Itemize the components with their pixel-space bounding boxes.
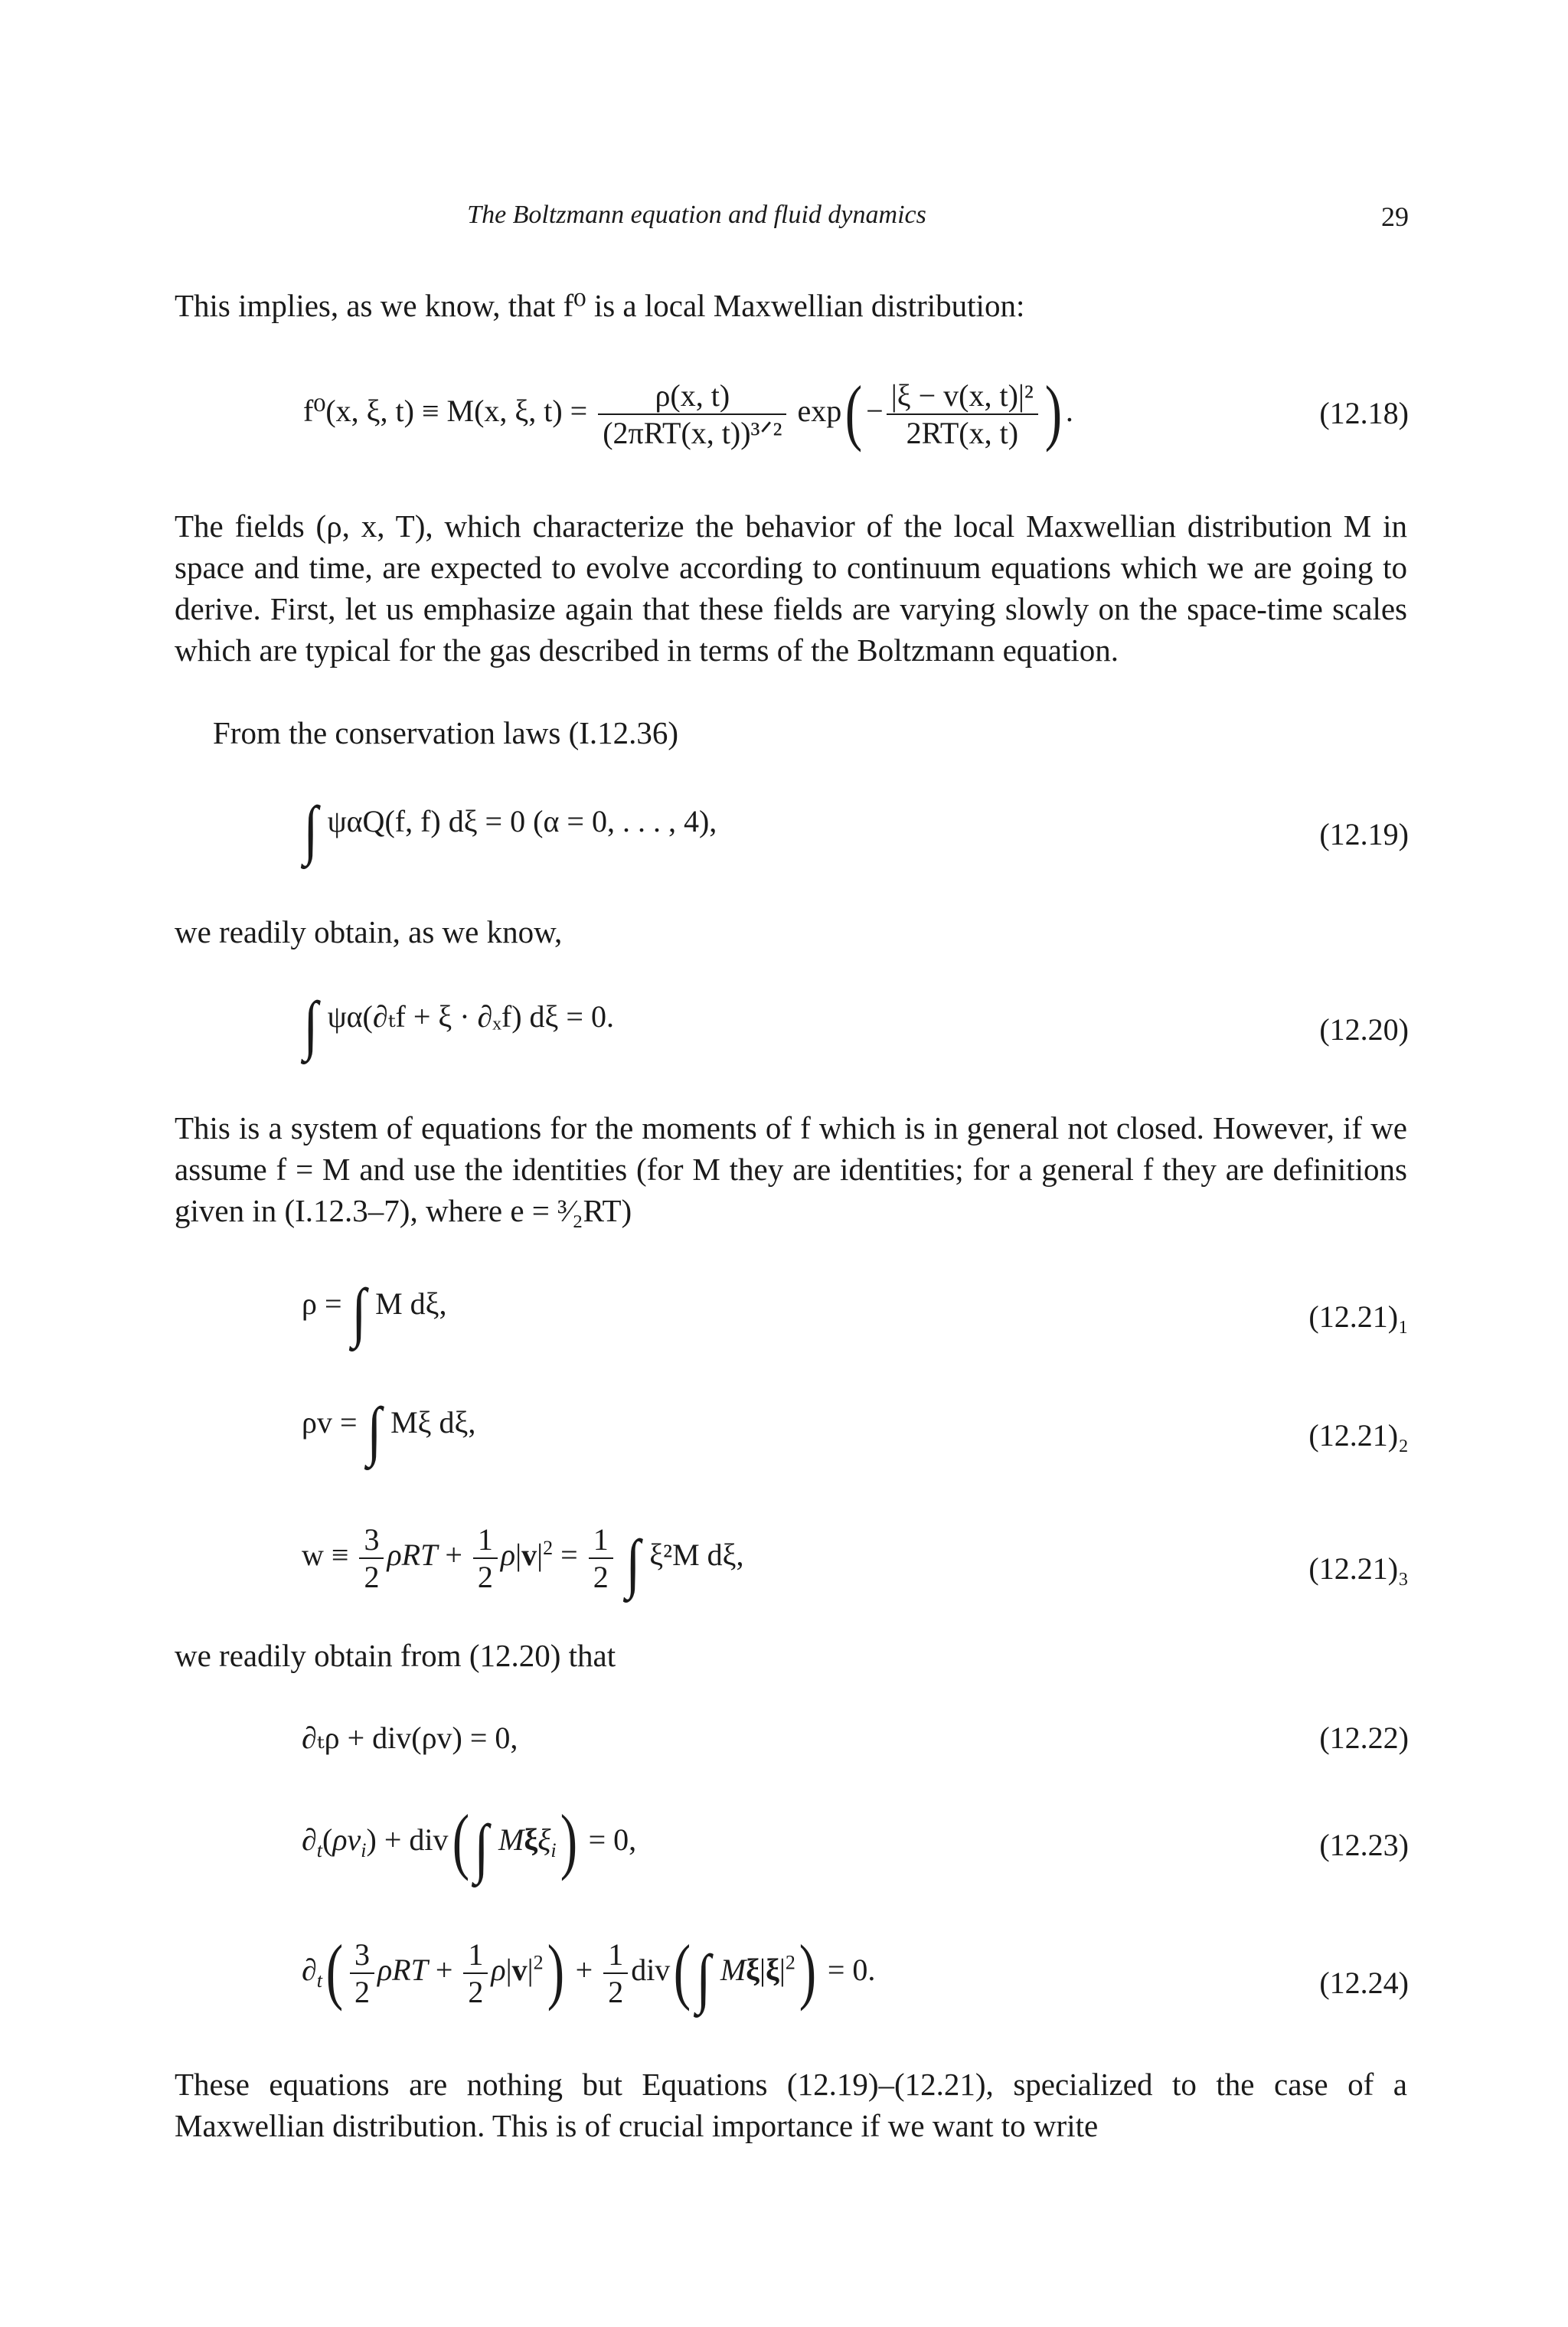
paragraph-obtain-from: we readily obtain from (12.20) that: [175, 1638, 616, 1673]
eq-12-21-3-lhs: w ≡: [302, 1538, 349, 1573]
paragraph-fields: The fields (ρ, x, T), which characterize the behavior of the local Maxwellian distribution M in space and time, are expected to evolve according to continuum equations which we are going to derive. First, let us emphasize again that these fields are varying slowly on the space-time scales which are typical for the gas described in terms of the Boltzmann equation.: [175, 508, 1407, 668]
equation-12-23: $\partial_t(\rho v_i) + div(\int$ Mξξ$_i$) = 0, (12.23): [302, 1799, 1409, 1884]
eq-12-18-label: (12.18): [1319, 396, 1409, 430]
paragraph-intro: This implies, as we know, that f⁰ is a local Maxwellian distribution:: [175, 288, 1025, 323]
page-number: 29: [1381, 201, 1409, 232]
eq-12-23-label: (12.23): [1319, 1828, 1409, 1862]
eq-12-21-1-lhs: ρ =: [302, 1286, 342, 1321]
eq-12-21-1-rhs: M dξ,: [375, 1286, 447, 1321]
eq-12-18-lhs: f⁰(x, ξ, t) ≡ M(x, ξ, t) =: [303, 394, 588, 428]
equation-12-24: $\partial_t$( $\frac{3}{2}$ ρRT + $\frac{1}{2}$ $\rho|v|^2$) + $\frac{1}{2}$ div(∫ $M\xi|\xi|^2) = 0$. (12.24): [302, 1930, 1409, 2015]
equation-12-22: [0, 1708, 1568, 1769]
eq-12-24-label: (12.24): [1319, 1966, 1409, 2000]
eq-12-19-expr: ψαQ(f, f) dξ = 0 (α = 0, . . . , 4),: [327, 804, 717, 838]
eq-12-18-denominator: (2πRT(x, t))³ᐟ²: [603, 415, 782, 450]
eq-12-21-3-label: (12.21)₃: [1308, 1551, 1409, 1586]
eq-12-22-label: (12.22): [1319, 1721, 1409, 1755]
paragraph-obtain: we readily obtain, as we know,: [175, 914, 563, 949]
paragraph-system: This is a system of equations for the moments of f which is in general not closed. However, if we assume f = M and use the identities (for M they are identities; for a general f they are definitions given in (I.12.3–7), where e = ³⁄₂RT): [175, 1110, 1407, 1228]
running-header-title: The Boltzmann equation and fluid dynamics: [467, 201, 926, 229]
paragraph-conservation: From the conservation laws (I.12.36): [213, 715, 679, 750]
equation-12-21-1: ρ = ∫ M dξ, (12.21)₁: [302, 1275, 1409, 1348]
eq-12-18-numerator: ρ(x, t): [598, 377, 786, 415]
eq-12-21-2-lhs: ρv =: [302, 1405, 358, 1440]
eq-12-20-label: (12.20): [1319, 1012, 1409, 1047]
equation-12-19: ∫ ψαQ(f, f) dξ = 0 (α = 0, . . . , 4), (12.19): [303, 793, 1409, 866]
eq-12-21-2-rhs: Mξ dξ,: [390, 1405, 476, 1440]
eq-12-18-exp-numerator: |ξ − v(x, t)|²: [887, 377, 1038, 415]
eq-12-18-exp-fraction: [887, 377, 1038, 451]
eq-12-21-3-rhs: ξ²M dξ,: [649, 1538, 744, 1573]
paragraph-conclusion: These equations are nothing but Equations (12.19)–(12.21), specialized to the case of a Maxwellian distribution. This is of crucial importance if we want to write: [175, 2067, 1407, 2143]
eq-12-18-fraction: [598, 377, 786, 451]
eq-12-21-1-label: (12.21)₁: [1308, 1299, 1409, 1334]
eq-12-22-expr: ∂ₜρ + div(ρv) = 0,: [302, 1721, 518, 1755]
equation-12-21-2: ρv = ∫ Mξ dξ, (12.21)₂: [302, 1394, 1409, 1467]
equation-12-20: ∫ ψα(∂ₜf + ξ · ∂ₓf) dξ = 0. (12.20): [303, 988, 1409, 1061]
eq-12-20-expr: ψα(∂ₜf + ξ · ∂ₓf) dξ = 0.: [327, 999, 614, 1034]
eq-12-18-exp-denominator: 2RT(x, t): [906, 415, 1019, 450]
equation-12-18: f⁰(x, ξ, t) ≡ M(x, ξ, t) = $\frac{\rho(x, t)}{\text{(2πRT(x, t))³ᐟ²}}$ exp( − $\frac{\text{|ξ − v(x, t)|²}}{2RT(x, t)}$ ) . (12.18): [303, 371, 1409, 453]
equation-12-21-3: w ≡ $\frac{3}{2}$ ρRT + $\frac{1}{2}$ $\rho|v|^2$ = $\frac{1}{2}$ ∫ ξ²M dξ, (12.21)₃: [302, 1522, 1409, 1600]
eq-12-19-label: (12.19): [1319, 817, 1409, 851]
eq-12-21-2-label: (12.21)₂: [1308, 1418, 1409, 1453]
eq-12-18-exp: exp: [797, 394, 842, 428]
